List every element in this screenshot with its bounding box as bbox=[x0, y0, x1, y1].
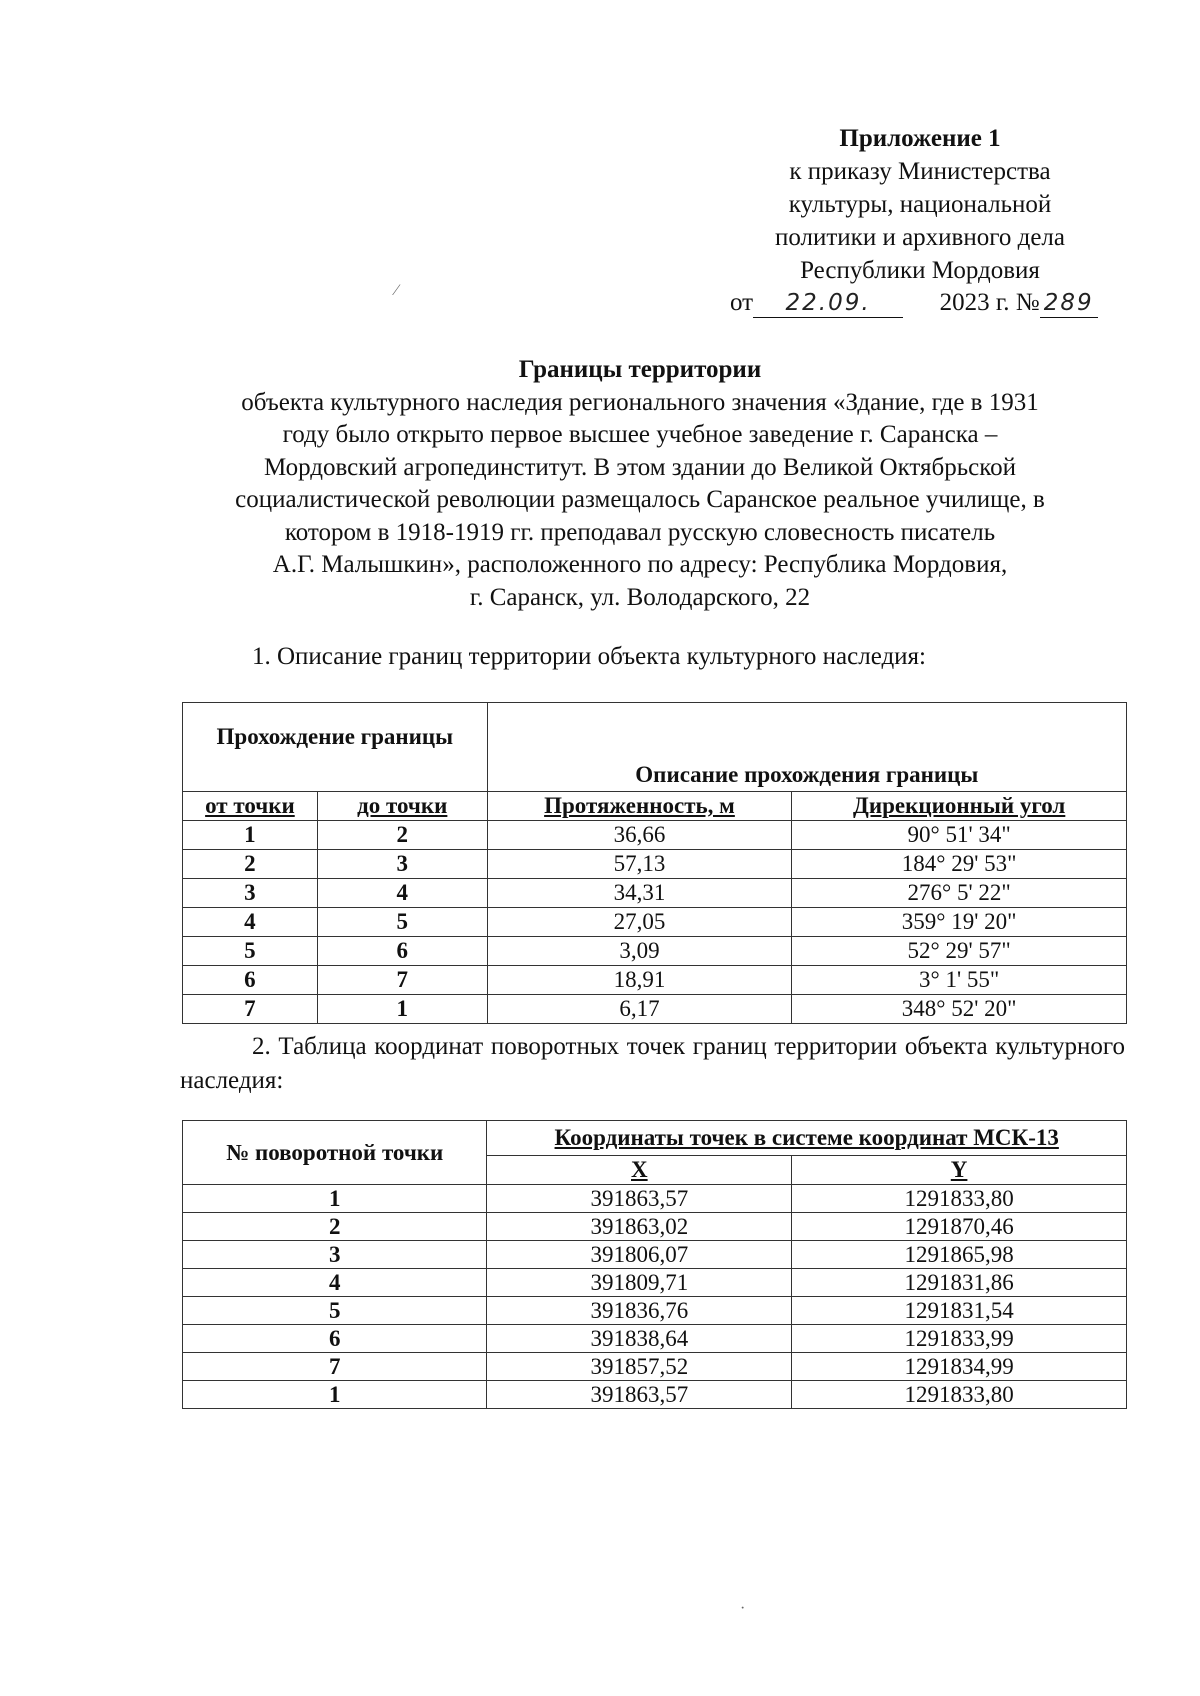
table-row bbox=[183, 1353, 1127, 1381]
subtitle-line: г. Саранск, ул. Володарского, 22 bbox=[469, 583, 811, 611]
cell-angle: 359° 19' 20" bbox=[792, 908, 1127, 937]
appendix-line: к приказу Министерства bbox=[789, 158, 1051, 185]
cell-point: 1 bbox=[183, 1381, 487, 1409]
order-number-field bbox=[1040, 289, 1098, 318]
group-header-coordinates: Координаты точек в системе координат МСК-13 bbox=[487, 1121, 1127, 1156]
cell-x: 391863,57 bbox=[487, 1381, 792, 1409]
subtitle-line: Мордовский агропединститут. В этом здании до Великой Октябрьской bbox=[264, 453, 1016, 481]
column-header-from: от точки bbox=[183, 792, 318, 821]
table-row bbox=[183, 1381, 1127, 1409]
cell-length: 3,09 bbox=[487, 937, 792, 966]
cell-from: 1 bbox=[183, 821, 318, 850]
cell-to: 1 bbox=[317, 995, 487, 1024]
cell-point: 1 bbox=[183, 1185, 487, 1213]
column-header-to: до точки bbox=[317, 792, 487, 821]
cell-length: 57,13 bbox=[487, 850, 792, 879]
subtitle-line: А.Г. Малышкин», расположенного по адресу: Республика Мордовия, bbox=[272, 551, 1008, 578]
document-title: Границы территории bbox=[518, 356, 762, 383]
cell-to: 5 bbox=[317, 908, 487, 937]
cell-from: 7 bbox=[183, 995, 318, 1024]
column-header-angle: Дирекционный угол bbox=[792, 792, 1127, 821]
cell-point: 4 bbox=[183, 1269, 487, 1297]
scan-speck: ⁄ bbox=[395, 282, 398, 299]
appendix-title: Приложение 1 bbox=[839, 125, 1001, 152]
boundary-description-table bbox=[182, 702, 1127, 1024]
cell-angle: 90° 51' 34" bbox=[792, 821, 1127, 850]
cell-angle: 184° 29' 53" bbox=[792, 850, 1127, 879]
cell-length: 6,17 bbox=[487, 995, 792, 1024]
order-date-handwritten: 22.09. bbox=[785, 290, 871, 316]
table-row bbox=[183, 1325, 1127, 1353]
cell-point: 2 bbox=[183, 1213, 487, 1241]
cell-from: 4 bbox=[183, 908, 318, 937]
table-row bbox=[183, 966, 1127, 995]
table-header-row bbox=[183, 792, 1127, 821]
cell-x: 391836,76 bbox=[487, 1297, 792, 1325]
cell-x: 391809,71 bbox=[487, 1269, 792, 1297]
cell-from: 3 bbox=[183, 879, 318, 908]
subtitle-line: объекта культурного наследия регионального значения «Здание, где в 1931 bbox=[241, 388, 1039, 416]
table-row bbox=[183, 937, 1127, 966]
cell-to: 2 bbox=[317, 821, 487, 850]
cell-to: 6 bbox=[317, 937, 487, 966]
table-row bbox=[183, 1297, 1127, 1325]
table-row bbox=[183, 821, 1127, 850]
cell-y: 1291833,99 bbox=[792, 1325, 1127, 1353]
cell-length: 36,66 bbox=[487, 821, 792, 850]
appendix-block bbox=[720, 122, 1120, 287]
table-row bbox=[183, 1185, 1127, 1213]
table-header-row bbox=[183, 703, 1127, 792]
table-row bbox=[183, 1241, 1127, 1269]
order-prefix: от bbox=[730, 289, 754, 316]
table-row bbox=[183, 908, 1127, 937]
cell-y: 1291831,54 bbox=[792, 1297, 1127, 1325]
subtitle-line: году было открыто первое высшее учебное заведение г. Саранска – bbox=[282, 421, 998, 448]
group-header-description: Описание прохождения границы bbox=[487, 703, 1126, 792]
column-header-y: Y bbox=[792, 1156, 1127, 1185]
section1-heading: 1. Описание границ территории объекта культурного наследия: bbox=[252, 643, 926, 670]
scan-speck: · bbox=[740, 1600, 746, 1617]
cell-from: 6 bbox=[183, 966, 318, 995]
group-header-passage: Прохождение границы bbox=[183, 703, 488, 792]
title-block bbox=[180, 354, 1100, 614]
table-row bbox=[183, 879, 1127, 908]
cell-y: 1291870,46 bbox=[792, 1213, 1127, 1241]
cell-x: 391863,57 bbox=[487, 1185, 792, 1213]
cell-length: 27,05 bbox=[487, 908, 792, 937]
section2-heading: 2. Таблица координат поворотных точек границ территории объекта культурного наследия: bbox=[180, 1033, 1125, 1094]
coordinates-table bbox=[182, 1120, 1127, 1409]
cell-y: 1291833,80 bbox=[792, 1381, 1127, 1409]
column-header-length: Протяженность, м bbox=[487, 792, 792, 821]
cell-angle: 52° 29' 57" bbox=[792, 937, 1127, 966]
cell-point: 7 bbox=[183, 1353, 487, 1381]
cell-x: 391857,52 bbox=[487, 1353, 792, 1381]
subtitle-line: котором в 1918-1919 гг. преподавал русскую словесность писатель bbox=[284, 518, 996, 546]
cell-length: 18,91 bbox=[487, 966, 792, 995]
order-date-line bbox=[730, 286, 1150, 319]
table-row bbox=[183, 1213, 1127, 1241]
cell-angle: 3° 1' 55" bbox=[792, 966, 1127, 995]
table-row bbox=[183, 995, 1127, 1024]
column-header-point-number: № поворотной точки bbox=[183, 1121, 487, 1185]
cell-point: 3 bbox=[183, 1241, 487, 1269]
cell-y: 1291833,80 bbox=[792, 1185, 1127, 1213]
order-year-text: 2023 г. № bbox=[939, 289, 1040, 316]
cell-angle: 348° 52' 20" bbox=[792, 995, 1127, 1024]
column-header-x: X bbox=[487, 1156, 792, 1185]
cell-x: 391863,02 bbox=[487, 1213, 792, 1241]
cell-to: 4 bbox=[317, 879, 487, 908]
subtitle-line: социалистической революции размещалось Саранское реальное училище, в bbox=[235, 486, 1045, 513]
cell-y: 1291834,99 bbox=[792, 1353, 1127, 1381]
cell-to: 3 bbox=[317, 850, 487, 879]
cell-y: 1291865,98 bbox=[792, 1241, 1127, 1269]
appendix-line: Республики Мордовия bbox=[800, 257, 1040, 284]
table-row bbox=[183, 1269, 1127, 1297]
table-header-row bbox=[183, 1121, 1127, 1156]
order-number-handwritten: 289 bbox=[1043, 290, 1094, 316]
cell-to: 7 bbox=[317, 966, 487, 995]
appendix-line: культуры, национальной bbox=[788, 191, 1052, 218]
cell-point: 6 bbox=[183, 1325, 487, 1353]
appendix-line: политики и архивного дела bbox=[774, 224, 1066, 251]
order-date-field bbox=[753, 289, 903, 318]
cell-from: 2 bbox=[183, 850, 318, 879]
cell-y: 1291831,86 bbox=[792, 1269, 1127, 1297]
cell-length: 34,31 bbox=[487, 879, 792, 908]
cell-x: 391806,07 bbox=[487, 1241, 792, 1269]
table-row bbox=[183, 850, 1127, 879]
cell-x: 391838,64 bbox=[487, 1325, 792, 1353]
cell-from: 5 bbox=[183, 937, 318, 966]
cell-point: 5 bbox=[183, 1297, 487, 1325]
cell-angle: 276° 5' 22" bbox=[792, 879, 1127, 908]
